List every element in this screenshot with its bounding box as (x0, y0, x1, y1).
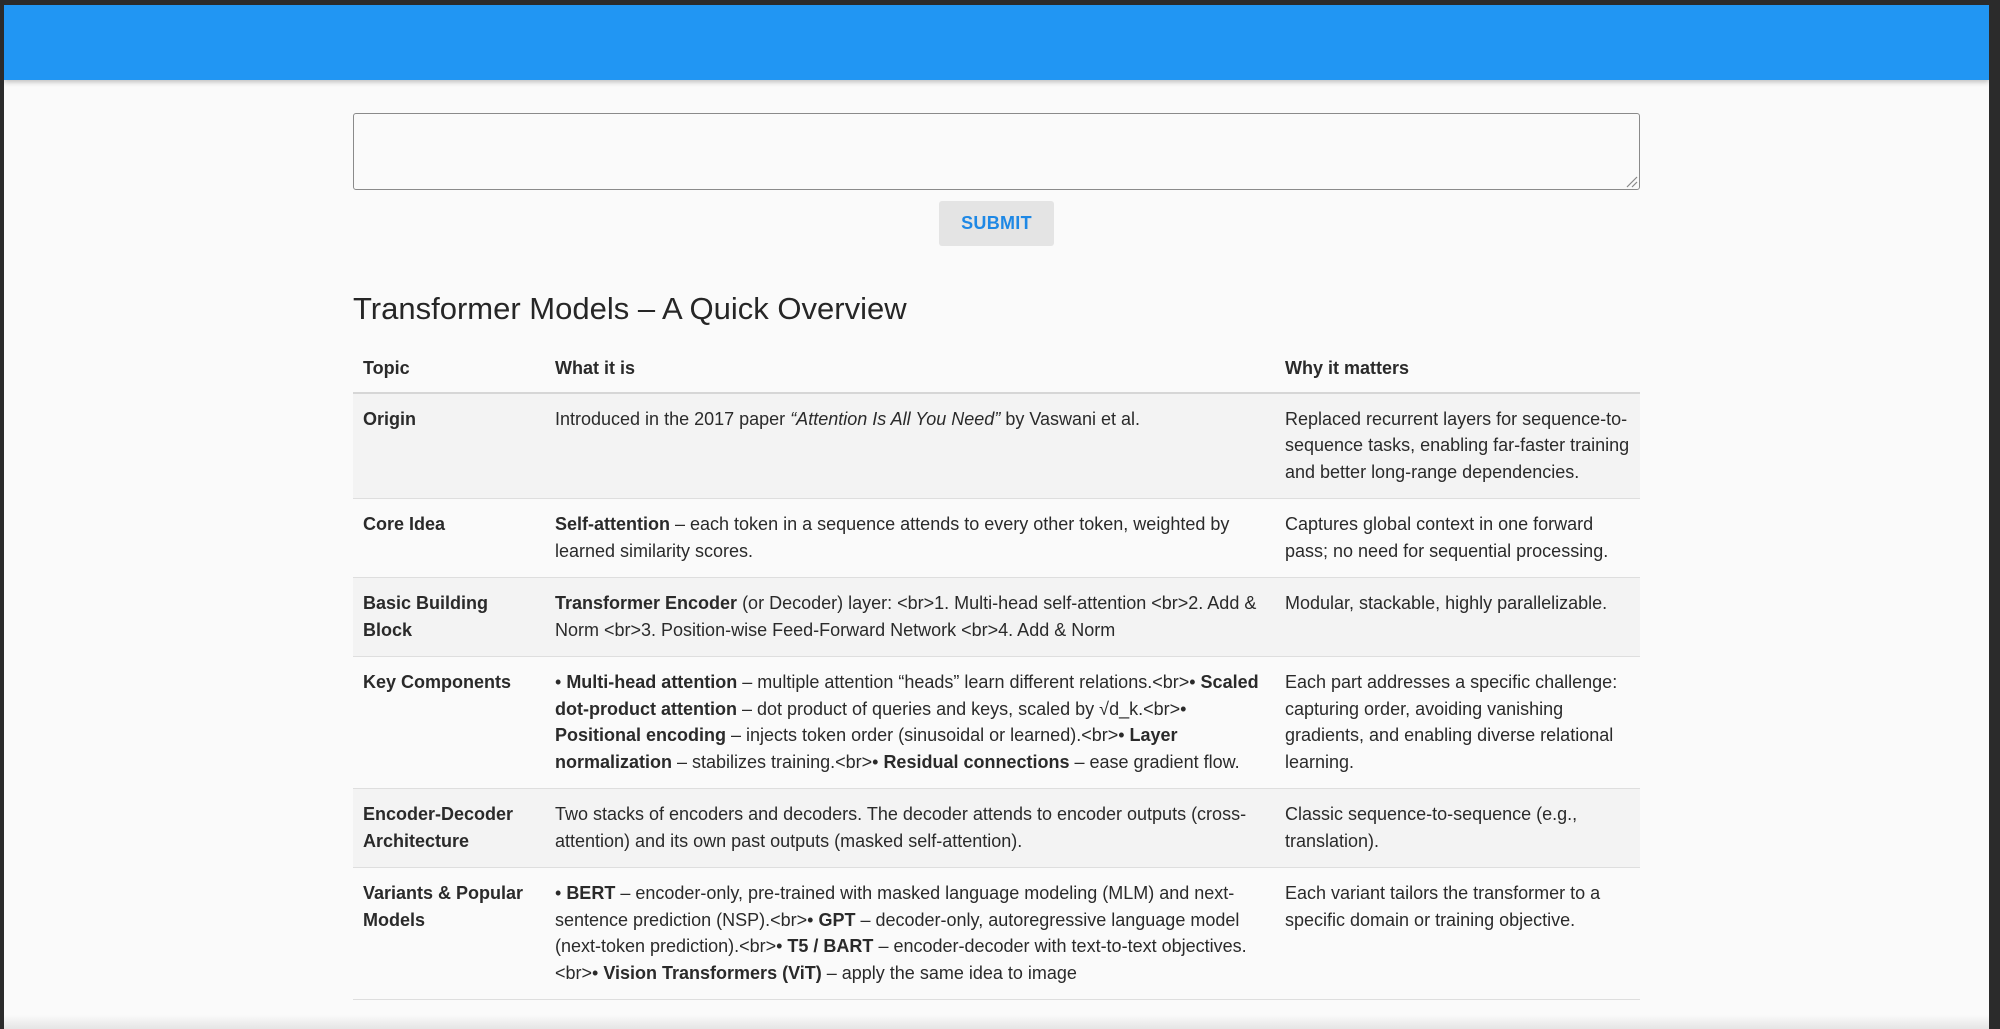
column-header-why: Why it matters (1275, 345, 1640, 393)
text-segment: – multiple attention “heads” learn different relations.<br>• (737, 672, 1201, 692)
text-segment: Two stacks of encoders and decoders. The decoder attends to encoder outputs (cross-attention) and its own past outputs (masked self-attention). (555, 804, 1247, 851)
bold-term: Multi-head attention (566, 672, 738, 692)
prompt-textarea[interactable] (353, 113, 1640, 190)
top-app-bar (4, 5, 1989, 80)
cell-what (545, 657, 1275, 789)
column-header-what: What it is (545, 345, 1275, 393)
text-segment: – ease gradient flow. (1069, 751, 1240, 772)
text-segment: Introduced in the 2017 paper (555, 408, 791, 429)
text-segment: – dot product of queries and keys, scaled by √d_k.<br>• (736, 698, 1187, 719)
text-segment: – each token in a sequence attends to every other token, weighted by learned similarity scores. (555, 514, 1230, 561)
bold-term: Transformer Encoder (555, 593, 738, 613)
bottom-fade (4, 1015, 1989, 1029)
bold-term: Scaled dot-product attention (555, 672, 1259, 719)
overview-table (353, 345, 1640, 1000)
text-segment: – injects token order (sinusoidal or learned).<br>• (726, 725, 1130, 745)
text-segment: – apply the same idea to image (821, 962, 1077, 983)
cell-why: Captures global context in one forward pass; no need for sequential processing. (1275, 499, 1640, 578)
text-segment: by Vaswani et al. (1000, 408, 1141, 429)
text-segment: – decoder-only, autoregressive language model (next-token prediction).<br>• (555, 909, 1240, 956)
cell-what (545, 499, 1275, 578)
cell-why: Modular, stackable, highly parallelizable. (1275, 578, 1640, 657)
bold-term: Self-attention (555, 514, 670, 534)
cell-what (545, 393, 1275, 499)
cell-topic: Variants & Popular Models (353, 868, 545, 1000)
bold-term: GPT (818, 909, 856, 930)
cell-why: Each variant tailors the transformer to a specific domain or training objective. (1275, 868, 1640, 1000)
bold-term: Residual connections (883, 751, 1070, 772)
table-header-row (353, 345, 1640, 393)
text-segment: • (555, 883, 567, 903)
bold-term: Positional encoding (555, 725, 727, 745)
table-row (353, 578, 1640, 657)
column-header-topic: Topic (353, 345, 545, 393)
article-title: Transformer Models – A Quick Overview (353, 291, 907, 326)
table-row (353, 657, 1640, 789)
app-window (4, 5, 1989, 1029)
cell-why: Each part addresses a specific challenge: capturing order, avoiding vanishing gradients, and enabling diverse relational learning. (1275, 657, 1640, 789)
table-row (353, 868, 1640, 1000)
cell-what (545, 789, 1275, 868)
bold-term: Vision Transformers (ViT) (603, 962, 822, 983)
text-segment: (or Decoder) layer: <br>1. Multi-head self-attention <br>2. Add & Norm <br>3. Position-wise Feed-Forward Network <br>4. Add & Norm (555, 593, 1257, 640)
submit-button[interactable]: SUBMIT (939, 201, 1054, 246)
resize-grip-icon[interactable] (1624, 174, 1638, 188)
text-segment: • (555, 672, 567, 692)
cell-topic: Encoder-Decoder Architecture (353, 789, 545, 868)
cell-topic: Key Components (353, 657, 545, 789)
cell-what (545, 578, 1275, 657)
cell-topic: Origin (353, 393, 545, 499)
bold-term: BERT (566, 883, 616, 903)
cell-topic: Core Idea (353, 499, 545, 578)
cell-topic: Basic Building Block (353, 578, 545, 657)
bold-term: Layer normalization (555, 725, 1178, 772)
text-segment: – stabilizes training.<br>• (672, 751, 884, 772)
table-row (353, 499, 1640, 578)
main-content (353, 113, 1640, 1000)
table-row (353, 393, 1640, 499)
bold-term: T5 / BART (787, 936, 874, 956)
italic-text: “Attention Is All You Need” (790, 408, 1001, 429)
text-segment: – encoder-decoder with text-to-text objectives.<br>• (555, 936, 1247, 983)
cell-why: Classic sequence-to-sequence (e.g., translation). (1275, 789, 1640, 868)
cell-what (545, 868, 1275, 1000)
text-segment: – encoder-only, pre-trained with masked language modeling (MLM) and next-sentence prediction (NSP).<br>• (555, 883, 1235, 930)
cell-why: Replaced recurrent layers for sequence-to-sequence tasks, enabling far-faster training and better long-range dependencies. (1275, 393, 1640, 499)
table-row (353, 789, 1640, 868)
